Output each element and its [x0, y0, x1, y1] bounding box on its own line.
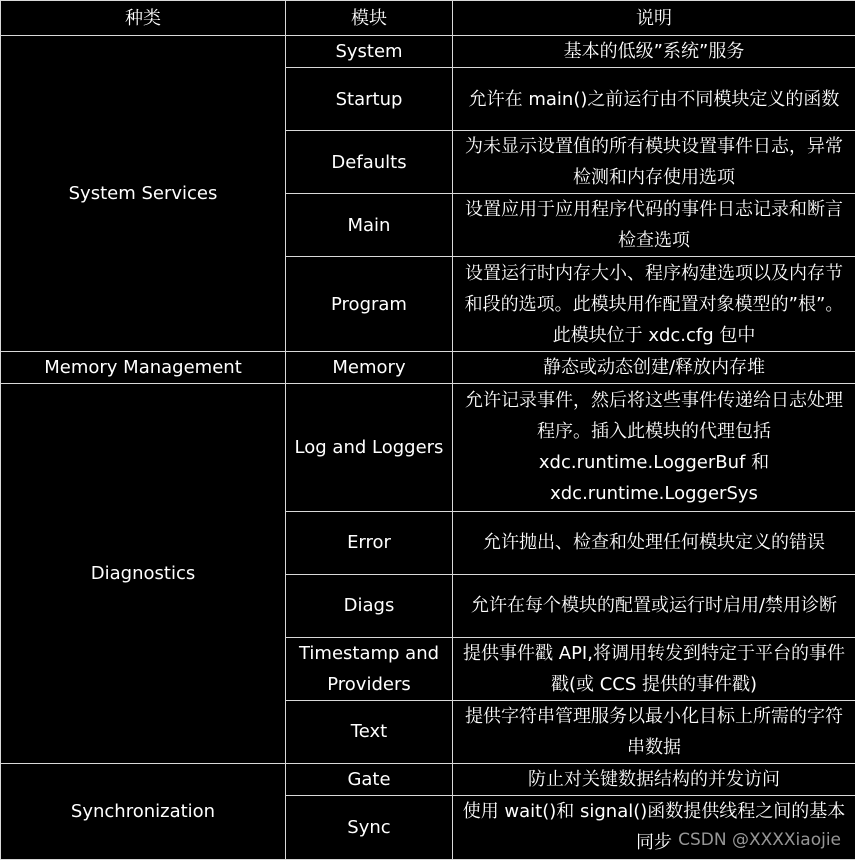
header-category: 种类 — [1, 1, 286, 36]
module-cell: Startup — [286, 68, 453, 131]
description-cell: 设置运行时内存大小、程序构建选项以及内存节和段的选项。此模块用作配置对象模型的”根”。此模块位于 xdc.cfg 包中 — [453, 257, 855, 352]
description-cell: 设置应用于应用程序代码的事件日志记录和断言检查选项 — [453, 194, 855, 257]
category-memory-management: Memory Management — [1, 352, 286, 384]
module-cell: Error — [286, 511, 453, 574]
table-row — [1, 384, 855, 511]
header-description: 说明 — [453, 1, 855, 36]
description-cell: 允许抛出、检查和处理任何模块定义的错误 — [453, 511, 855, 574]
module-cell: Main — [286, 194, 453, 257]
category-diagnostics: Diagnostics — [1, 384, 286, 763]
module-cell: Defaults — [286, 131, 453, 194]
description-cell: 使用 wait()和 signal()函数提供线程之间的基本同步 — [453, 795, 855, 859]
module-cell: Program — [286, 257, 453, 352]
module-cell: Text — [286, 700, 453, 763]
module-cell: Gate — [286, 763, 453, 795]
description-cell: 提供事件戳 API,将调用转发到特定于平台的事件戳(或 CCS 提供的事件戳) — [453, 637, 855, 700]
description-cell: 静态或动态创建/释放内存堆 — [453, 352, 855, 384]
description-cell: 防止对关键数据结构的并发访问 — [453, 763, 855, 795]
description-cell: 允许在每个模块的配置或运行时启用/禁用诊断 — [453, 574, 855, 637]
header-row — [1, 1, 855, 36]
module-cell: System — [286, 36, 453, 68]
table-row — [1, 352, 855, 384]
category-synchronization: Synchronization — [1, 763, 286, 859]
table-row — [1, 36, 855, 68]
module-cell: Timestamp and Providers — [286, 637, 453, 700]
description-cell: 提供字符串管理服务以最小化目标上所需的字符串数据 — [453, 700, 855, 763]
description-cell: 为未显示设置值的所有模块设置事件日志，异常检测和内存使用选项 — [453, 131, 855, 194]
description-cell: 允许在 main()之前运行由不同模块定义的函数 — [453, 68, 855, 131]
module-cell: Diags — [286, 574, 453, 637]
description-cell: 允许记录事件，然后将这些事件传递给日志处理程序。插入此模块的代理包括 xdc.runtime.LoggerBuf 和 xdc.runtime.LoggerSys — [453, 384, 855, 511]
category-system-services: System Services — [1, 36, 286, 352]
watermark: CSDN @XXXXiaojie — [678, 830, 841, 850]
module-cell: Log and Loggers — [286, 384, 453, 511]
description-cell: 基本的低级”系统”服务 — [453, 36, 855, 68]
module-cell: Sync — [286, 795, 453, 859]
header-module: 模块 — [286, 1, 453, 36]
module-cell: Memory — [286, 352, 453, 384]
table-row — [1, 763, 855, 795]
